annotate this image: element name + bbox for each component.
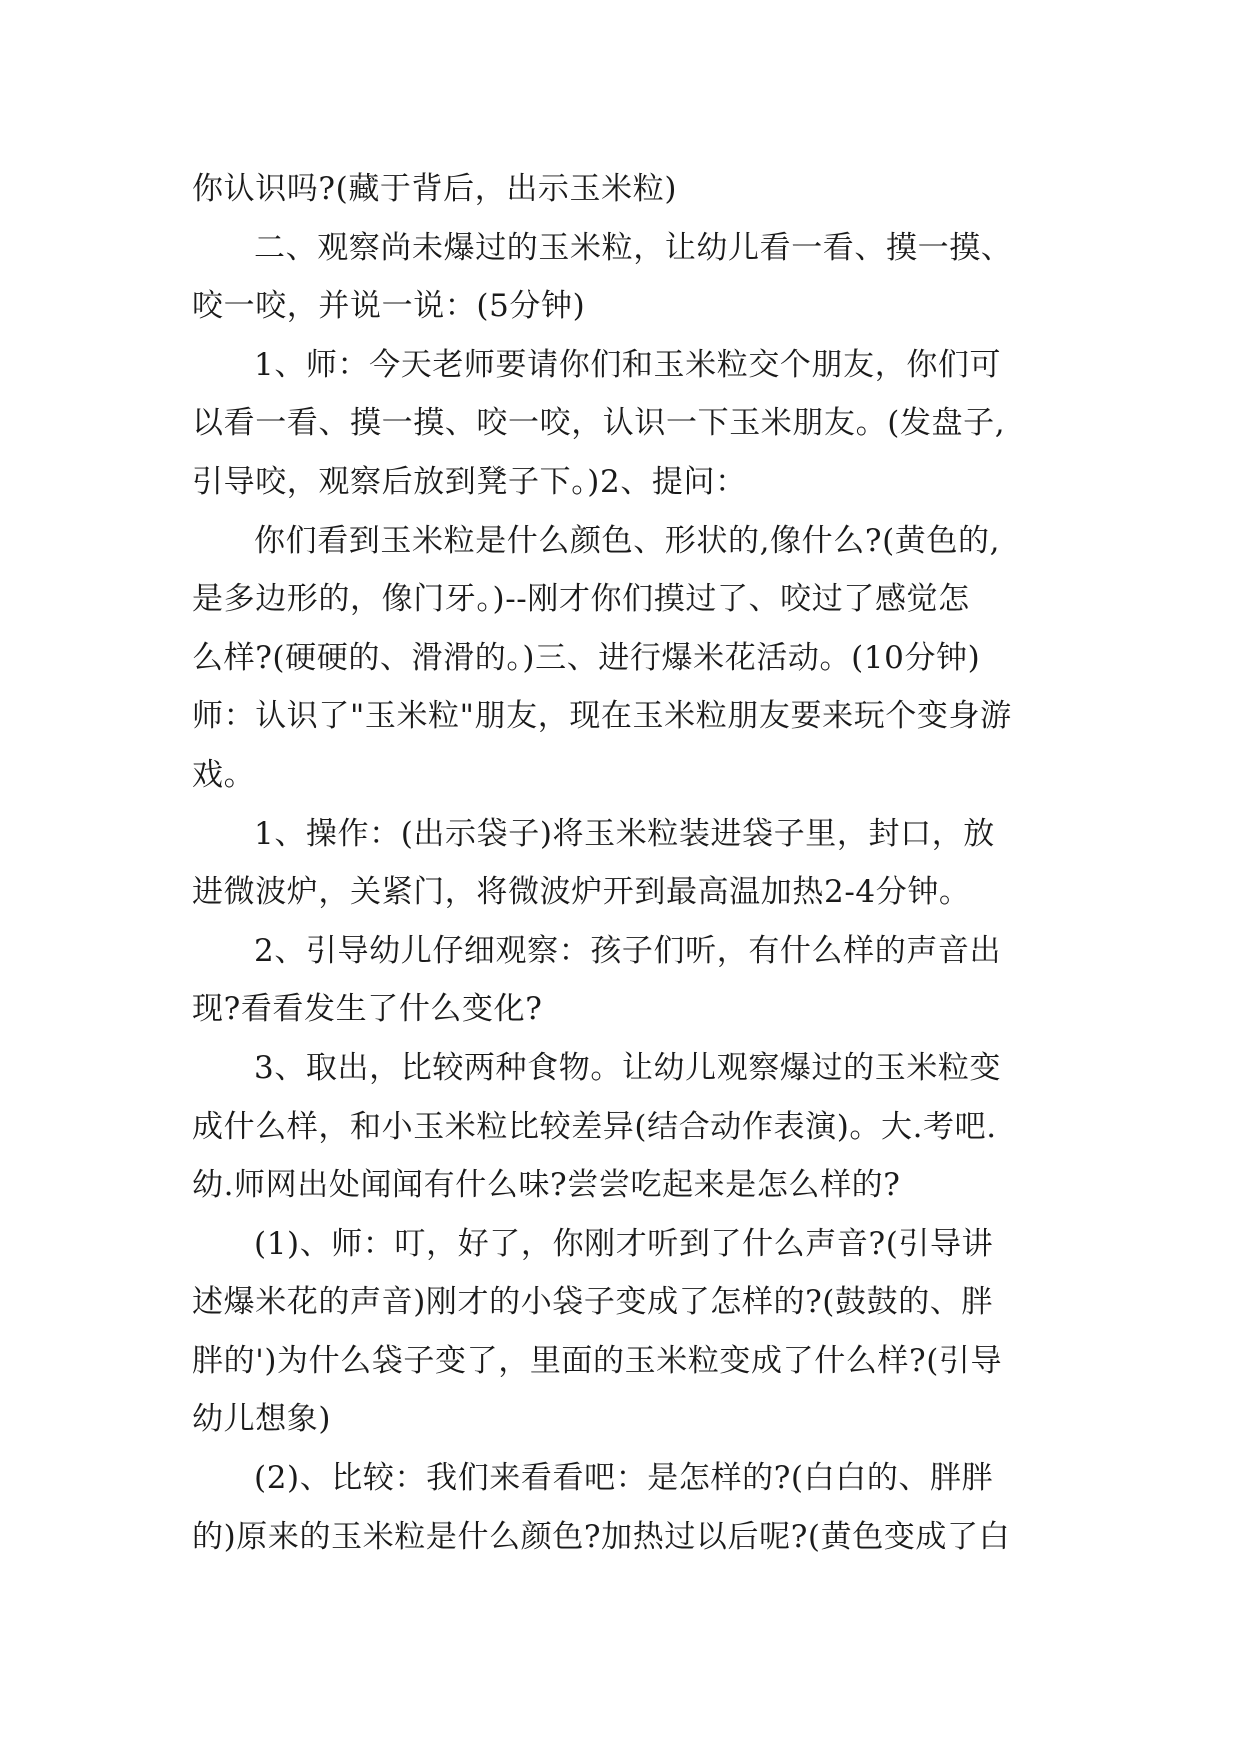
body-text [192, 160, 1074, 1566]
text-line: 是多边形的，像门牙。)--刚才你们摸过了、咬过了感觉怎 [192, 581, 970, 618]
text-line: 现?看看发生了什么变化? [192, 991, 543, 1028]
text-line: 师：认识了"玉米粒"朋友，现在玉米粒朋友要来玩个变身游 [192, 698, 1012, 735]
text-line: 胖的')为什么袋子变了，里面的玉米粒变成了什么样?(引导 [192, 1342, 1003, 1379]
text-line: 么样?(硬硬的、滑滑的。)三、进行爆米花活动。(10分钟) [192, 639, 981, 676]
text-line: 幼.师网出处闻闻有什么味?尝尝吃起来是怎么样的? [192, 1167, 901, 1204]
text-line: 1、操作：(出示袋子)将玉米粒装进袋子里，封口，放 [254, 815, 995, 852]
text-line: 3、取出，比较两种食物。让幼儿观察爆过的玉米粒变 [254, 1049, 1002, 1086]
text-line: 引导咬，观察后放到凳子下。)2、提问： [192, 463, 747, 500]
text-line: (2)、比较：我们来看看吧：是怎样的?(白白的、胖胖 [254, 1460, 994, 1497]
text-line: 2、引导幼儿仔细观察：孩子们听，有什么样的声音出 [254, 932, 1002, 969]
text-line: 1、师：今天老师要请你们和玉米粒交个朋友，你们可 [254, 346, 1002, 383]
text-line: 咬一咬，并说一说：(5分钟) [192, 288, 586, 325]
text-line: 成什么样，和小玉米粒比较差异(结合动作表演)。大.考吧. [192, 1108, 997, 1145]
text-line: 戏。 [192, 756, 256, 793]
text-line: 述爆米花的声音)刚才的小袋子变成了怎样的?(鼓鼓的、胖 [192, 1284, 994, 1321]
text-line: (1)、师：叮，好了，你刚才听到了什么声音?(引导讲 [254, 1225, 994, 1262]
text-line: 进微波炉，关紧门，将微波炉开到最高温加热2-4分钟。 [192, 874, 971, 911]
text-line: 你认识吗?(藏于背后，出示玉米粒) [192, 171, 678, 207]
text-line: 二、观察尚未爆过的玉米粒，让幼儿看一看、摸一摸、 [254, 229, 1013, 266]
text-line: 的)原来的玉米粒是什么颜色?加热过以后呢?(黄色变成了白 [192, 1518, 1011, 1555]
text-line: 以看一看、摸一摸、咬一咬，认识一下玉米朋友。(发盘子, [192, 405, 1006, 442]
text-line: 你们看到玉米粒是什么颜色、形状的,像什么?(黄色的, [254, 522, 1001, 559]
text-line: 幼儿想象) [192, 1401, 332, 1438]
